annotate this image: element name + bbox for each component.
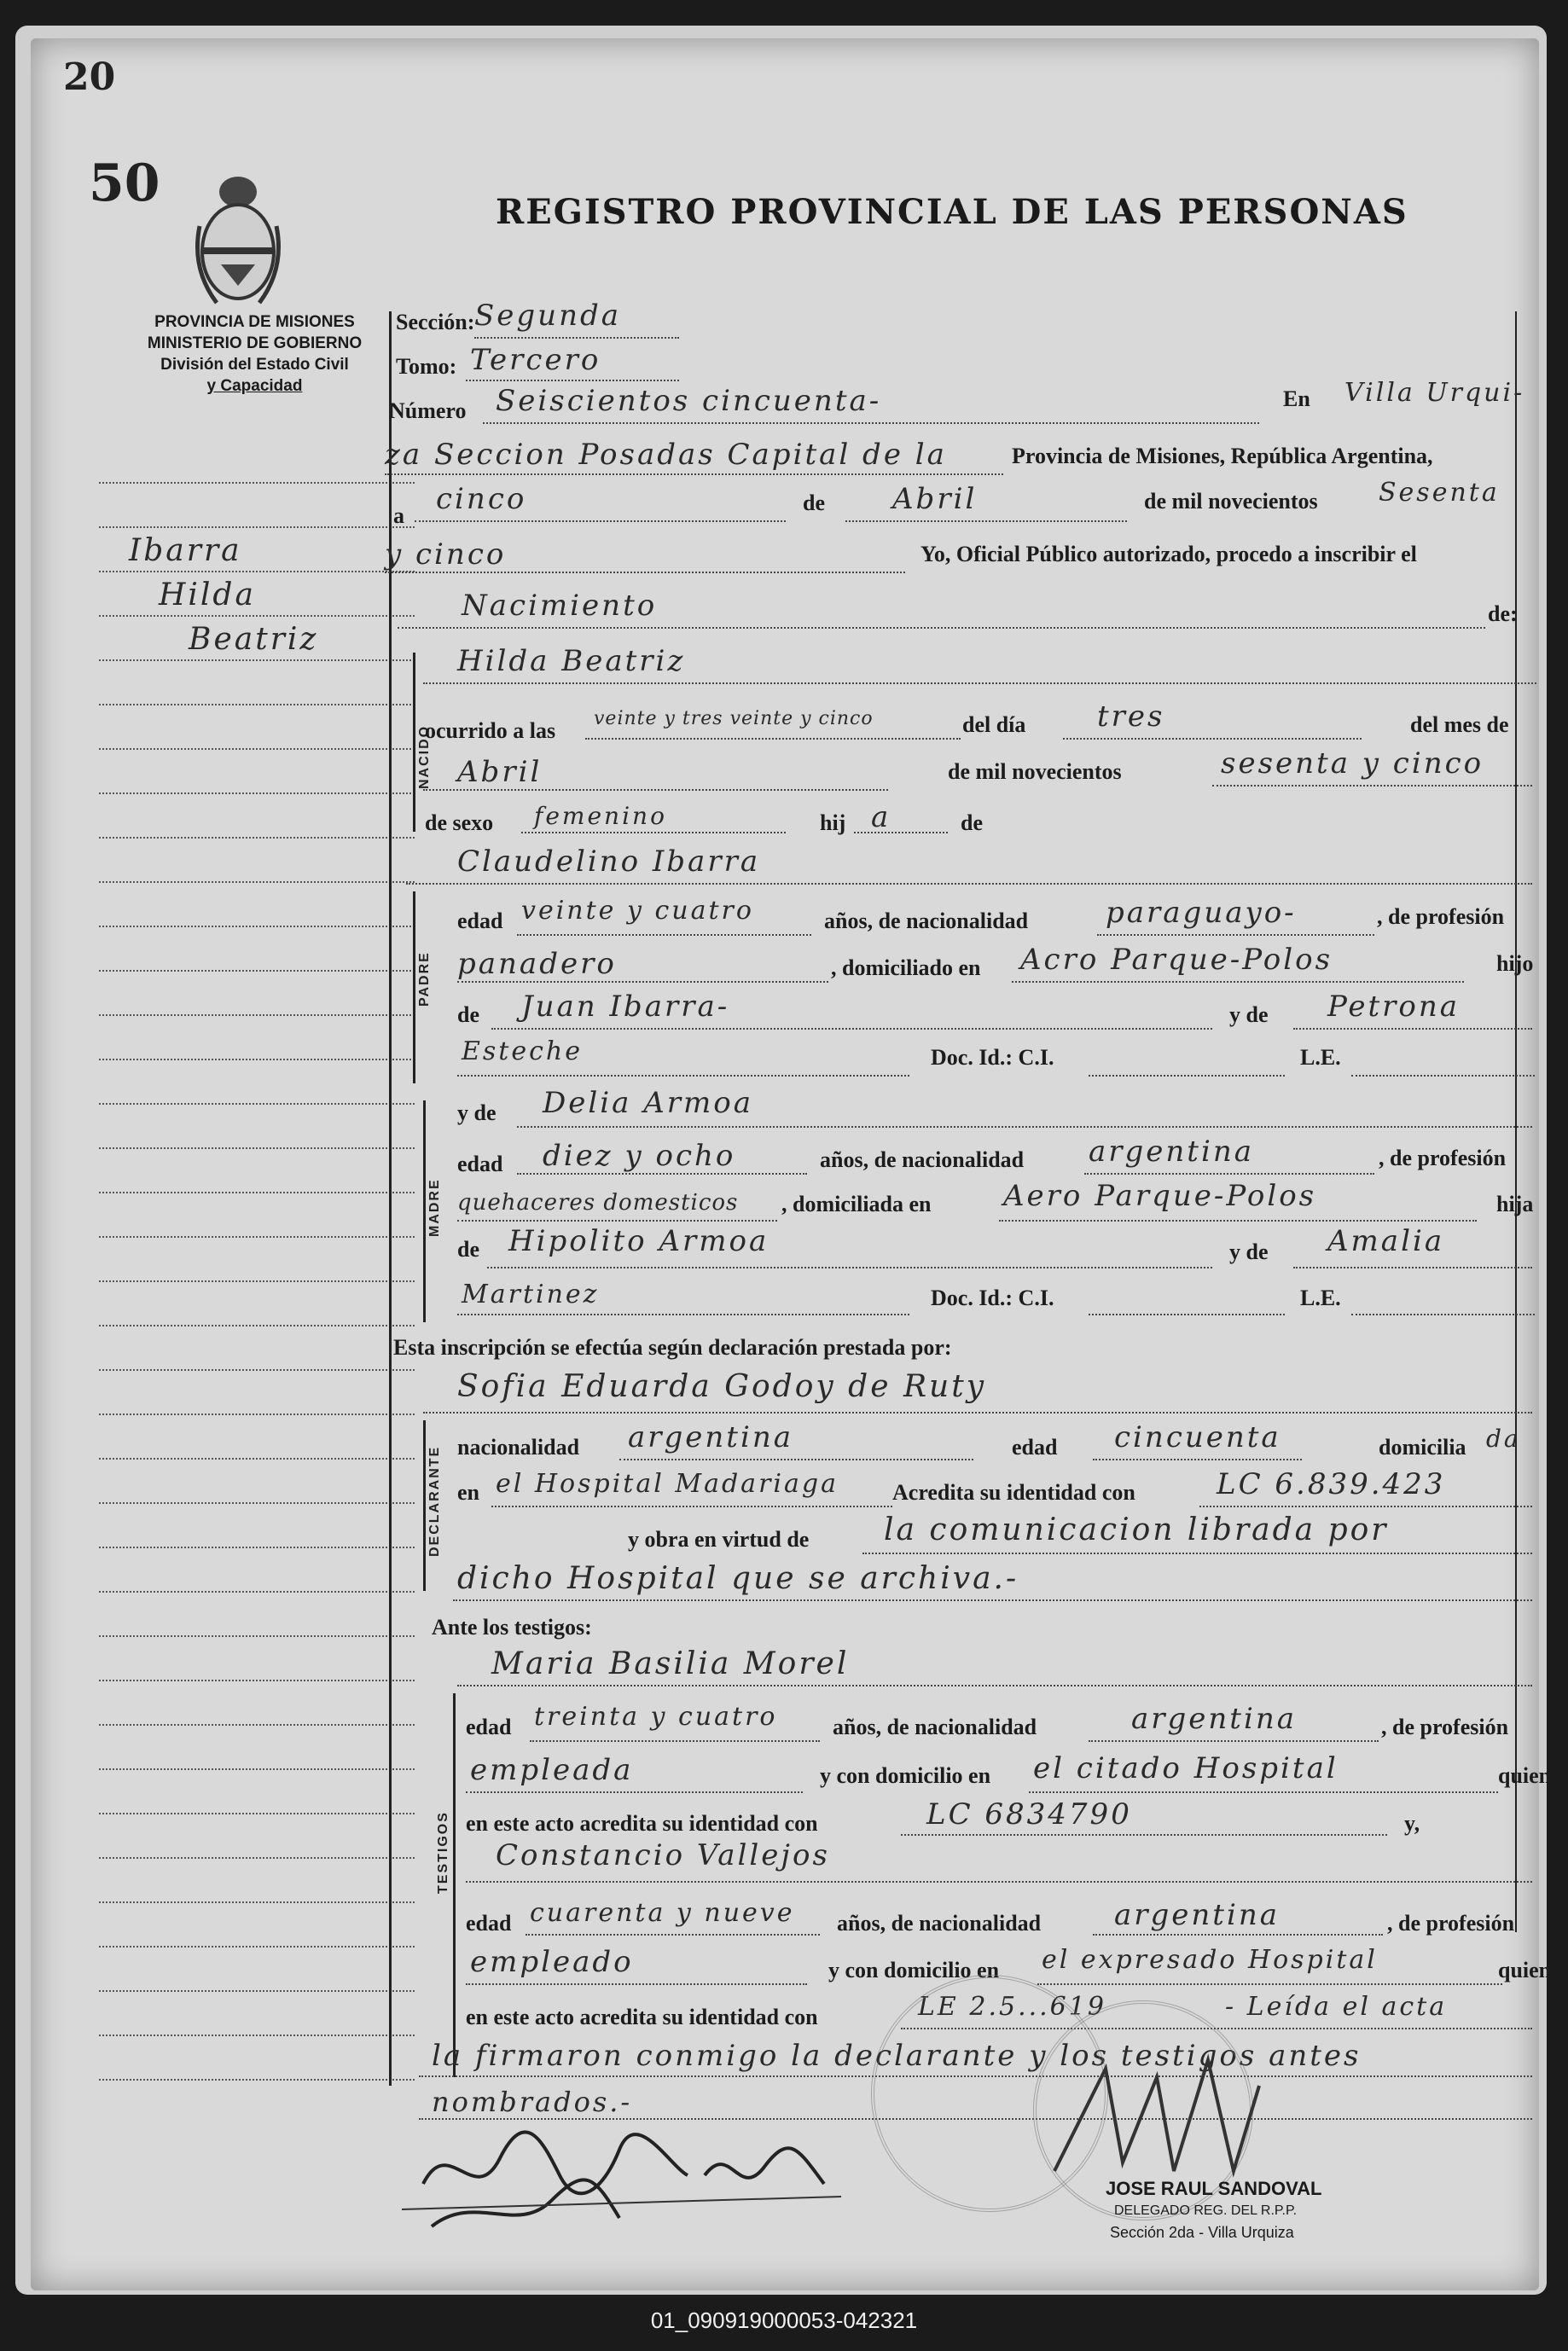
padre-dom-value: Acro Parque-Polos	[1020, 943, 1333, 977]
file-id-caption: 01_090919000053-042321	[650, 2307, 918, 2333]
nacido-mil-label: de mil novecientos	[948, 759, 1122, 784]
margin-second-name: Beatriz	[189, 622, 319, 657]
en-label: En	[1283, 386, 1310, 411]
declarante-edad-value: cincuenta	[1114, 1420, 1281, 1454]
folio-top: 20	[63, 55, 116, 99]
padre-doc-label: Doc. Id.: C.I.	[931, 1045, 1054, 1070]
anio-value-cont: y cinco	[385, 537, 507, 572]
a-label: a	[393, 503, 404, 528]
nacido-de-label: de	[961, 810, 983, 835]
padre-padre-de: Juan Ibarra-	[521, 990, 730, 1024]
padre-section-label: PADRE	[417, 951, 432, 1007]
padre-nac-label: años, de nacionalidad	[824, 908, 1029, 933]
t2-acredita-value: LE 2.5...619	[918, 1992, 1106, 2022]
padre-madre-de: Petrona	[1327, 990, 1461, 1024]
testigo1-nombre: Maria Basilia Morel	[491, 1646, 850, 1681]
t1-prof-value: empleada	[470, 1753, 634, 1787]
madre-doc-label: Doc. Id.: C.I.	[931, 1286, 1054, 1310]
t2-nac-label: años, de nacionalidad	[837, 1911, 1042, 1936]
t1-nac-value: argentina	[1131, 1702, 1298, 1736]
madre-nac-value: argentina	[1089, 1135, 1255, 1169]
padre-prof-label: , de profesión	[1377, 904, 1505, 929]
dia-value: cinco	[436, 482, 527, 516]
declarante-section-label: DECLARANTE	[427, 1445, 442, 1557]
en-value-cont: za Seccion Posadas Capital de la	[385, 438, 947, 472]
del-mes-label: del mes de	[1410, 712, 1509, 737]
padre-yde-label: y de	[1229, 1002, 1269, 1027]
margin-name	[129, 529, 318, 662]
t1-prof-label: , de profesión	[1381, 1715, 1509, 1739]
madre-section-label: MADRE	[427, 1178, 442, 1237]
padre-edad-label: edad	[457, 908, 503, 933]
declarante-virtud-value-cont: dicho Hospital que se archiva.-	[457, 1561, 1019, 1596]
madre-dom-value: Aero Parque-Polos	[1003, 1179, 1317, 1213]
testigo2-nombre: Constancio Vallejos	[496, 1838, 830, 1872]
madre-de-label: de	[457, 1237, 479, 1262]
declarante-acredita-label: Acredita su identidad con	[892, 1480, 1135, 1505]
madre-madre-de-cont: Martinez	[462, 1280, 600, 1309]
numero-value: Seiscientos cincuenta-	[496, 384, 882, 418]
declarante-intro: Esta inscripción se efectúa según declaración prestada por:	[393, 1335, 952, 1360]
mes-value: Abril	[892, 482, 978, 516]
hora-value: veinte y tres veinte y cinco	[594, 708, 874, 729]
madre-edad-label: edad	[457, 1152, 503, 1176]
t1-edad-value: treinta y cuatro	[534, 1702, 778, 1732]
padre-nombre: Claudelino Ibarra	[457, 845, 761, 879]
t2-dom-value: el expresado Hospital	[1042, 1945, 1378, 1975]
padre-madre-de-cont: Esteche	[462, 1036, 583, 1066]
t2-quien-label: quien	[1498, 1958, 1552, 1982]
main-vertical-rule	[389, 311, 392, 2086]
nacido-anio-value: sesenta y cinco	[1221, 746, 1484, 781]
madre-nombre: Delia Armoa	[543, 1086, 753, 1120]
t2-nac-value: argentina	[1114, 1898, 1281, 1932]
t1-nac-label: años, de nacionalidad	[833, 1715, 1037, 1739]
provincia-label: Provincia de Misiones, República Argentina,	[1012, 444, 1433, 468]
cierre-firmaron: la firmaron conmigo la declarante y los testigos antes	[432, 2039, 1362, 2073]
t1-acredita-value: LC 6834790	[926, 1797, 1132, 1831]
sexo-label: de sexo	[425, 810, 494, 835]
office-province: PROVINCIA DE MISIONES	[154, 313, 355, 331]
nacido-nombre: Hilda Beatriz	[457, 644, 686, 678]
anio-value: Sesenta	[1379, 478, 1500, 508]
tomo-value: Tercero	[470, 343, 601, 377]
nacido-mes-value: Abril	[457, 755, 543, 789]
padre-dom-label: , domiciliado en	[831, 955, 981, 980]
declarante-nombre: Sofia Eduarda Godoy de Ruty	[457, 1369, 987, 1404]
nacido-dia-value: tres	[1097, 699, 1165, 734]
padre-nac-value: paraguayo-	[1106, 896, 1297, 930]
declarante-en-value: el Hospital Madariaga	[496, 1469, 839, 1499]
ocurrido-label: ocurrido a las	[425, 718, 556, 743]
tomo-label: Tomo:	[396, 354, 457, 379]
registrar-name: JOSE RAUL SANDOVAL	[1106, 2178, 1322, 2199]
declarante-en-label: en	[457, 1480, 479, 1505]
t1-dom-value: el citado Hospital	[1033, 1751, 1339, 1785]
madre-dom-label: , domiciliada en	[781, 1192, 932, 1216]
declarante-acredita-value: LC 6.839.423	[1217, 1467, 1446, 1501]
t2-prof-label: , de profesión	[1387, 1911, 1515, 1936]
padre-hijo-label: hijo	[1496, 951, 1534, 976]
madre-edad-value: diez y ocho	[543, 1139, 736, 1173]
declarante-nac-label: nacionalidad	[457, 1435, 580, 1460]
margin-first-name: Hilda	[159, 578, 256, 612]
de-colon-label: de:	[1488, 601, 1518, 626]
seccion-label: Sección:	[396, 310, 475, 334]
office-block	[103, 311, 406, 397]
t2-acredita-label: en este acto acredita su identidad con	[466, 2005, 818, 2029]
t2-prof-value: empleado	[470, 1945, 634, 1979]
t1-quien-label: quien	[1498, 1763, 1552, 1788]
madre-prof-value: quehaceres domesticos	[457, 1190, 739, 1216]
mil-label: de mil novecientos	[1144, 489, 1318, 514]
oficial-label: Yo, Oficial Público autorizado, procedo a inscribir el	[920, 542, 1417, 566]
sexo-value: femenino	[534, 802, 667, 830]
testigos-section-label: TESTIGOS	[436, 1811, 450, 1894]
declarante-dom-value: da	[1486, 1425, 1521, 1453]
page-title: REGISTRO PROVINCIAL DE LAS PERSONAS	[496, 192, 1408, 232]
signatures-left	[398, 2116, 875, 2252]
padre-le-label: L.E.	[1300, 1045, 1341, 1070]
hij-value: a	[871, 800, 891, 834]
madre-nac-label: años, de nacionalidad	[820, 1147, 1025, 1172]
t1-dom-label: y con domicilio en	[820, 1763, 991, 1788]
register-page	[31, 38, 1552, 2290]
padre-edad-value: veinte y cuatro	[521, 896, 754, 926]
office-division: División del Estado Civil	[160, 356, 349, 374]
declarante-virtud-value: la comunicacion librada por	[884, 1512, 1389, 1547]
cierre-leida: - Leída el acta	[1225, 1992, 1448, 2022]
padre-prof-value: panadero	[457, 947, 617, 981]
madre-prof-label: , de profesión	[1379, 1146, 1507, 1170]
folio-number: 50	[89, 154, 160, 213]
seccion-value: Segunda	[474, 299, 622, 333]
registrar-title: DELEGADO REG. DEL R.P.P.	[1114, 2203, 1298, 2218]
nacido-section-label: NACIDO	[417, 724, 432, 789]
t1-edad-label: edad	[466, 1715, 512, 1739]
madre-madre-de: Amalia	[1327, 1224, 1445, 1258]
coat-of-arms-icon	[191, 166, 285, 328]
madre-hija-label: hija	[1496, 1192, 1534, 1216]
registrar-section: Sección 2da - Villa Urquiza	[1110, 2224, 1294, 2241]
t2-edad-value: cuarenta y nueve	[530, 1898, 795, 1928]
acto-value: Nacimiento	[462, 589, 658, 623]
declarante-dom-label: domicilia	[1379, 1435, 1466, 1460]
madre-yde-label: y de	[457, 1100, 497, 1125]
t1-y-label: y,	[1404, 1811, 1420, 1836]
en-value: Villa Urqui-	[1344, 378, 1525, 408]
t2-edad-label: edad	[466, 1911, 512, 1936]
right-vertical-rule	[1515, 311, 1517, 1932]
hij-label: hij	[820, 810, 846, 835]
margin-surname: Ibarra	[129, 533, 242, 568]
t2-dom-label: y con domicilio en	[828, 1958, 1000, 1982]
madre-padre-de: Hipolito Armoa	[508, 1224, 769, 1258]
declarante-nac-value: argentina	[628, 1420, 794, 1454]
cierre-nombrados: nombrados.-	[432, 2086, 633, 2118]
madre-yde2-label: y de	[1229, 1239, 1269, 1264]
testigos-intro: Ante los testigos:	[432, 1615, 592, 1640]
padre-de-label: de	[457, 1002, 479, 1027]
registrar-signature	[1037, 2043, 1344, 2188]
office-ministry: MINISTERIO DE GOBIERNO	[147, 334, 363, 352]
declarante-virtud-label: y obra en virtud de	[628, 1527, 810, 1552]
madre-le-label: L.E.	[1300, 1286, 1341, 1310]
t1-acredita-label: en este acto acredita su identidad con	[466, 1811, 818, 1836]
office-capacity: y Capacidad	[206, 377, 303, 395]
declarante-edad-label: edad	[1012, 1435, 1058, 1460]
numero-label: Número	[389, 398, 467, 423]
de-label: de	[803, 491, 825, 515]
del-dia-label: del día	[962, 712, 1026, 737]
